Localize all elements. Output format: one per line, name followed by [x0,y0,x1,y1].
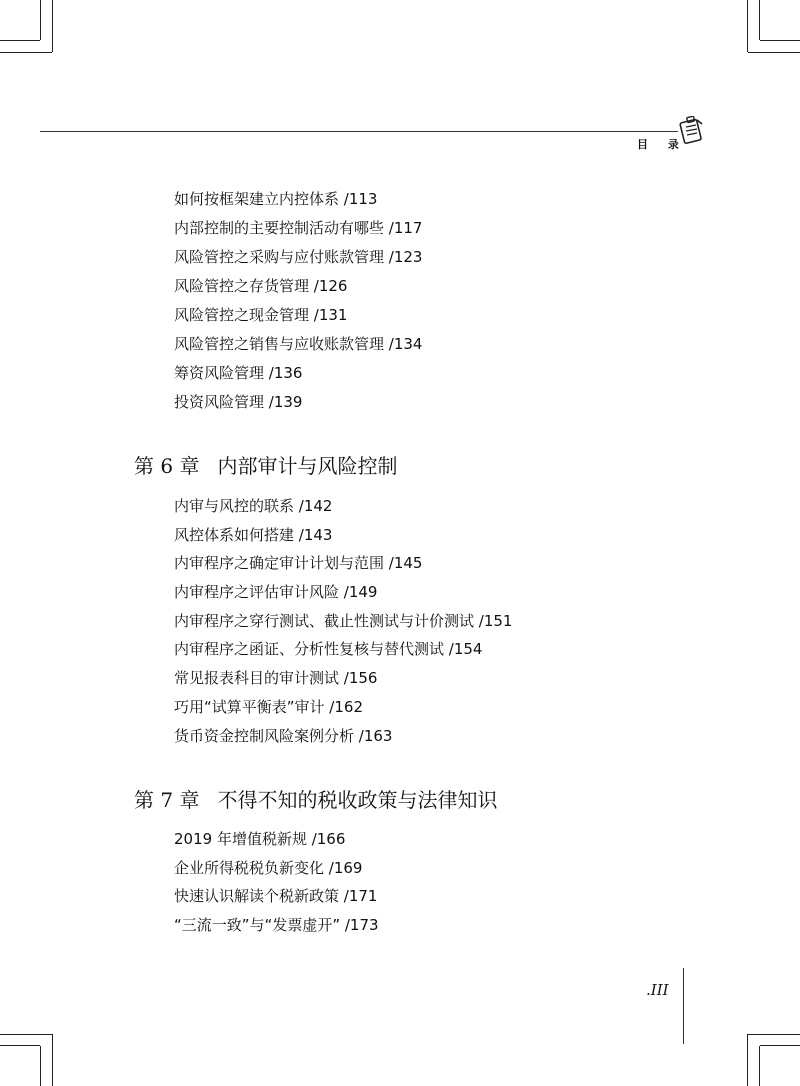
toc-entry[interactable]: 风险管控之存货管理 /126 [174,277,348,295]
crop-mark [0,52,52,53]
chapter-title: 内部审计与风险控制 [217,454,398,478]
crop-mark [747,1034,748,1086]
crop-mark [748,1034,800,1035]
toc-entry[interactable]: 巧用“试算平衡表”审计 /162 [174,698,363,716]
crop-mark [759,0,760,40]
toc-entry[interactable]: 风险管控之采购与应付账款管理 /123 [174,248,423,266]
header-label: 目 录 [637,138,687,151]
crop-mark [52,0,53,52]
toc-entry[interactable]: 内审与风控的联系 /142 [174,497,333,515]
toc-entry[interactable]: 内审程序之穿行测试、截止性测试与计价测试 /151 [174,612,513,630]
chapter-6-heading[interactable] [134,450,397,482]
chapter-title: 不得不知的税收政策与法律知识 [217,788,498,812]
toc-entry[interactable]: 2019 年增值税新规 /166 [174,830,346,848]
crop-mark [0,1045,40,1046]
chapter-7-heading[interactable] [134,784,497,816]
toc-entry[interactable]: 内审程序之确定审计计划与范围 /145 [174,554,423,572]
crop-mark [40,1046,41,1086]
toc-entry[interactable]: 常见报表科目的审计测试 /156 [174,669,378,687]
crop-mark [760,1045,800,1046]
crop-mark [760,40,800,41]
toc-entry[interactable]: 风险管控之现金管理 /131 [174,306,348,324]
toc-entry[interactable]: 投资风险管理 /139 [174,393,303,411]
notepad-icon [677,116,703,144]
toc-entry[interactable]: 筹资风险管理 /136 [174,364,303,382]
crop-mark [0,1034,52,1035]
toc-entry[interactable]: “三流一致”与“发票虚开” /173 [174,916,379,934]
crop-mark [0,40,40,41]
toc-entry[interactable]: 风控体系如何搭建 /143 [174,526,333,544]
crop-mark [759,1046,760,1086]
chapter-number: 第 7 章 [134,788,200,812]
toc-entry[interactable]: 内审程序之函证、分析性复核与替代测试 /154 [174,640,483,658]
toc-entry[interactable]: 风险管控之销售与应收账款管理 /134 [174,335,423,353]
crop-mark [52,1034,53,1086]
toc-entry[interactable]: 企业所得税税负新变化 /169 [174,859,363,877]
header-rule [40,131,678,132]
toc-entry[interactable]: 内部控制的主要控制活动有哪些 /117 [174,219,423,237]
chapter-number: 第 6 章 [134,454,200,478]
toc-entry[interactable]: 货币资金控制风险案例分析 /163 [174,727,393,745]
page-number: .III [646,981,669,999]
crop-mark [747,0,748,52]
toc-entry[interactable]: 内审程序之评估审计风险 /149 [174,583,378,601]
footer-rule [683,968,684,1044]
crop-mark [40,0,41,40]
toc-entry[interactable]: 快速认识解读个税新政策 /171 [174,887,378,905]
crop-mark [748,52,800,53]
toc-entry[interactable]: 如何按框架建立内控体系 /113 [174,190,378,208]
